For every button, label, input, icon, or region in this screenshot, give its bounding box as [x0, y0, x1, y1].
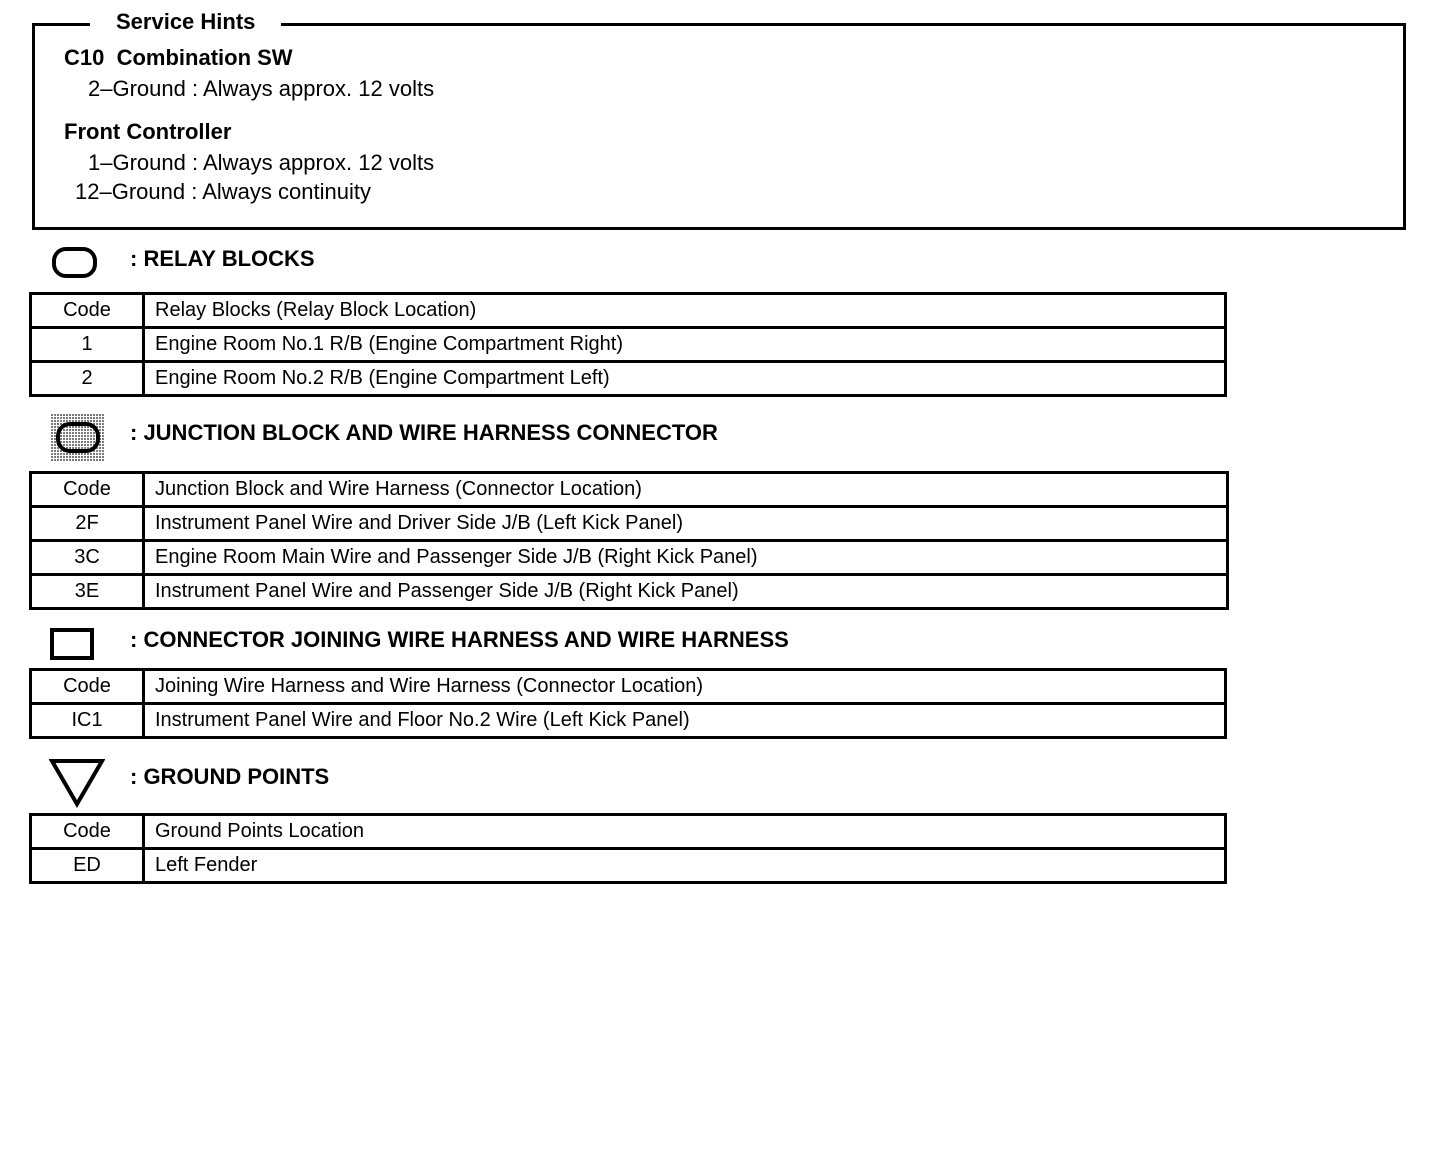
hint-line: 2–Ground : Always approx. 12 volts	[88, 76, 435, 101]
table-row	[31, 328, 1226, 362]
table-cell-code: ED	[31, 849, 144, 883]
table-cell-code: 2	[31, 362, 144, 396]
table-cell-location: Instrument Panel Wire and Passenger Side J/B (Right Kick Panel)	[144, 575, 1228, 609]
table-row	[31, 849, 1226, 883]
table-row	[31, 362, 1226, 396]
hint-line: 12–Ground : Always continuity	[75, 179, 371, 204]
table-header-cell: Joining Wire Harness and Wire Harness (Connector Location)	[144, 670, 1226, 704]
table-header-cell: Junction Block and Wire Harness (Connector Location)	[144, 473, 1228, 507]
table-cell-code: IC1	[31, 704, 144, 738]
table-cell-location: Engine Room Main Wire and Passenger Side J/B (Right Kick Panel)	[144, 541, 1228, 575]
hint-heading-combination-sw: C10 Combination SW	[64, 45, 293, 70]
relay-blocks-title: : RELAY BLOCKS	[130, 246, 315, 271]
table-row	[31, 507, 1228, 541]
rectangle-icon	[49, 627, 95, 661]
junction-block-table	[29, 471, 1229, 610]
relay-blocks-table	[29, 292, 1227, 397]
rounded-rectangle-icon	[51, 246, 99, 280]
hint-line: 1–Ground : Always approx. 12 volts	[88, 150, 435, 175]
ground-points-title: : GROUND POINTS	[130, 764, 330, 789]
table-header-cell: Code	[31, 670, 144, 704]
table-cell-code: 2F	[31, 507, 144, 541]
joining-connector-table	[29, 668, 1227, 739]
table-cell-code: 3C	[31, 541, 144, 575]
table-cell-location: Engine Room No.1 R/B (Engine Compartment Right)	[144, 328, 1226, 362]
table-cell-location: Instrument Panel Wire and Driver Side J/B (Left Kick Panel)	[144, 507, 1228, 541]
hint-heading-front-controller: Front Controller	[64, 119, 232, 144]
table-header-cell: Code	[31, 473, 144, 507]
table-header-row	[31, 473, 1228, 507]
table-cell-code: 3E	[31, 575, 144, 609]
table-row	[31, 575, 1228, 609]
table-header-cell: Code	[31, 294, 144, 328]
table-row	[31, 704, 1226, 738]
joining-connector-title: : CONNECTOR JOINING WIRE HARNESS AND WIRE HARNESS	[130, 627, 789, 652]
table-cell-location: Left Fender	[144, 849, 1226, 883]
table-row	[31, 541, 1228, 575]
table-header-row	[31, 294, 1226, 328]
table-header-row	[31, 815, 1226, 849]
shaded-rounded-rectangle-icon	[51, 414, 105, 462]
table-cell-location: Instrument Panel Wire and Floor No.2 Wire (Left Kick Panel)	[144, 704, 1226, 738]
service-hints-title: Service Hints	[90, 8, 281, 36]
table-header-cell: Ground Points Location	[144, 815, 1226, 849]
table-cell-location: Engine Room No.2 R/B (Engine Compartment Left)	[144, 362, 1226, 396]
table-header-cell: Code	[31, 815, 144, 849]
down-triangle-icon	[49, 758, 105, 808]
table-header-cell: Relay Blocks (Relay Block Location)	[144, 294, 1226, 328]
ground-points-table	[29, 813, 1227, 884]
table-header-row	[31, 670, 1226, 704]
junction-block-title: : JUNCTION BLOCK AND WIRE HARNESS CONNECTOR	[130, 420, 718, 445]
table-cell-code: 1	[31, 328, 144, 362]
